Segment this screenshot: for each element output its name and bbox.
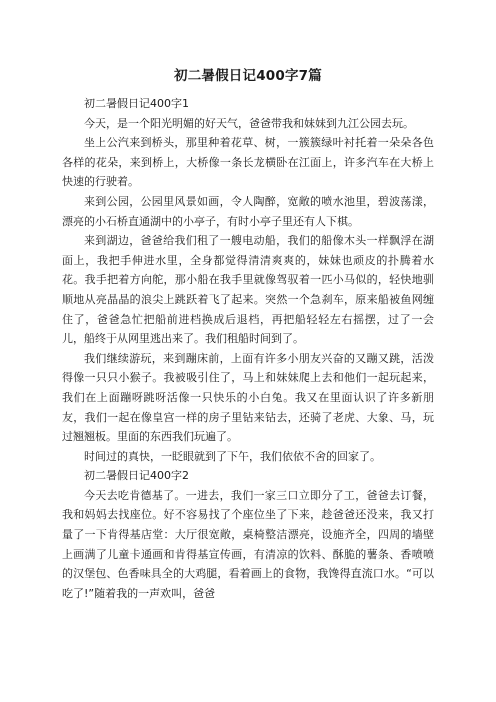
document-body	[62, 94, 434, 603]
paragraph: 今天，是一个阳光明媚的好天气，爸爸带我和妹妹到九江公园去玩。	[84, 116, 414, 130]
paragraph: 来到湖边，爸爸给我们租了一艘电动船，我们的船像木头一样飘浮在湖面上，我把手伸进水里，全身都觉得清清爽爽的，妹妹也顽皮的扑腾着水花。我手把着方向舵，那小船在我手里就像驾驭着一匹小马似的，轻快地驯顺地从亮晶晶的浪尖上跳跃着飞了起来。突然一个急刹车，原来船被鱼网缠住了，爸爸急忙把船前进档换成后退档，再把船轻轻左右摇摆，过了一会儿，船终于从网里逃出来了。我们租船时间到了。	[62, 234, 434, 346]
document-title: 初二暑假日记400字7篇	[174, 68, 322, 84]
paragraph: 来到公园，公园里风景如画，令人陶醉，宽敞的喷水池里，碧波荡漾，漂亮的小石桥直通湖中的小亭子，有时小亭子里还有人下棋。	[62, 194, 434, 228]
subheading-entry-2: 初二暑假日记400字2	[84, 469, 189, 483]
subheading-entry-1: 初二暑假日记400字1	[84, 97, 189, 110]
paragraph: 坐上公汽来到桥头，那里种着花草、树，一簇簇绿叶衬托着一朵朵各色各样的花朵，来到桥上，大桥像一条长龙横卧在江面上，许多汽车在大桥上快速的行驶着。	[62, 136, 434, 189]
paragraph: 时间过的真快，一眨眼就到了下午，我们依依不舍的回家了。	[84, 449, 381, 463]
paragraph: 今天去吃肯德基了。一进去，我们一家三口立即分了工，爸爸去订餐，我和妈妈去找座位。好不容易找了个座位坐了下来，趁爸爸还没来，我又打量了一下肯得基店堂：大厅很宽敞，桌椅整洁漂亮，设施齐全，四周的墙壁上画满了儿童卡通画和肯得基宣传画，有清凉的饮料、酥脆的薯条、香喷喷的汉堡包、色香味具全的大鸡腿，看着画上的食物，我馋得直流口水。“可以吃了!”随着我的一声欢叫，爸爸	[62, 488, 434, 600]
paragraph: 我们继续游玩，来到蹦床前，上面有许多小朋友兴奋的又蹦又跳，活泼得像一只只小猴子。我被吸引住了，马上和妹妹爬上去和他们一起玩起来，我们在上面蹦呀跳呀活像一只快乐的小白兔。我又在里面认识了许多新朋友，我们一起在像皇宫一样的房子里钻来钻去，还骑了老虎、大象、马，玩过翘翘板。里面的东西我们玩遍了。	[62, 351, 434, 444]
